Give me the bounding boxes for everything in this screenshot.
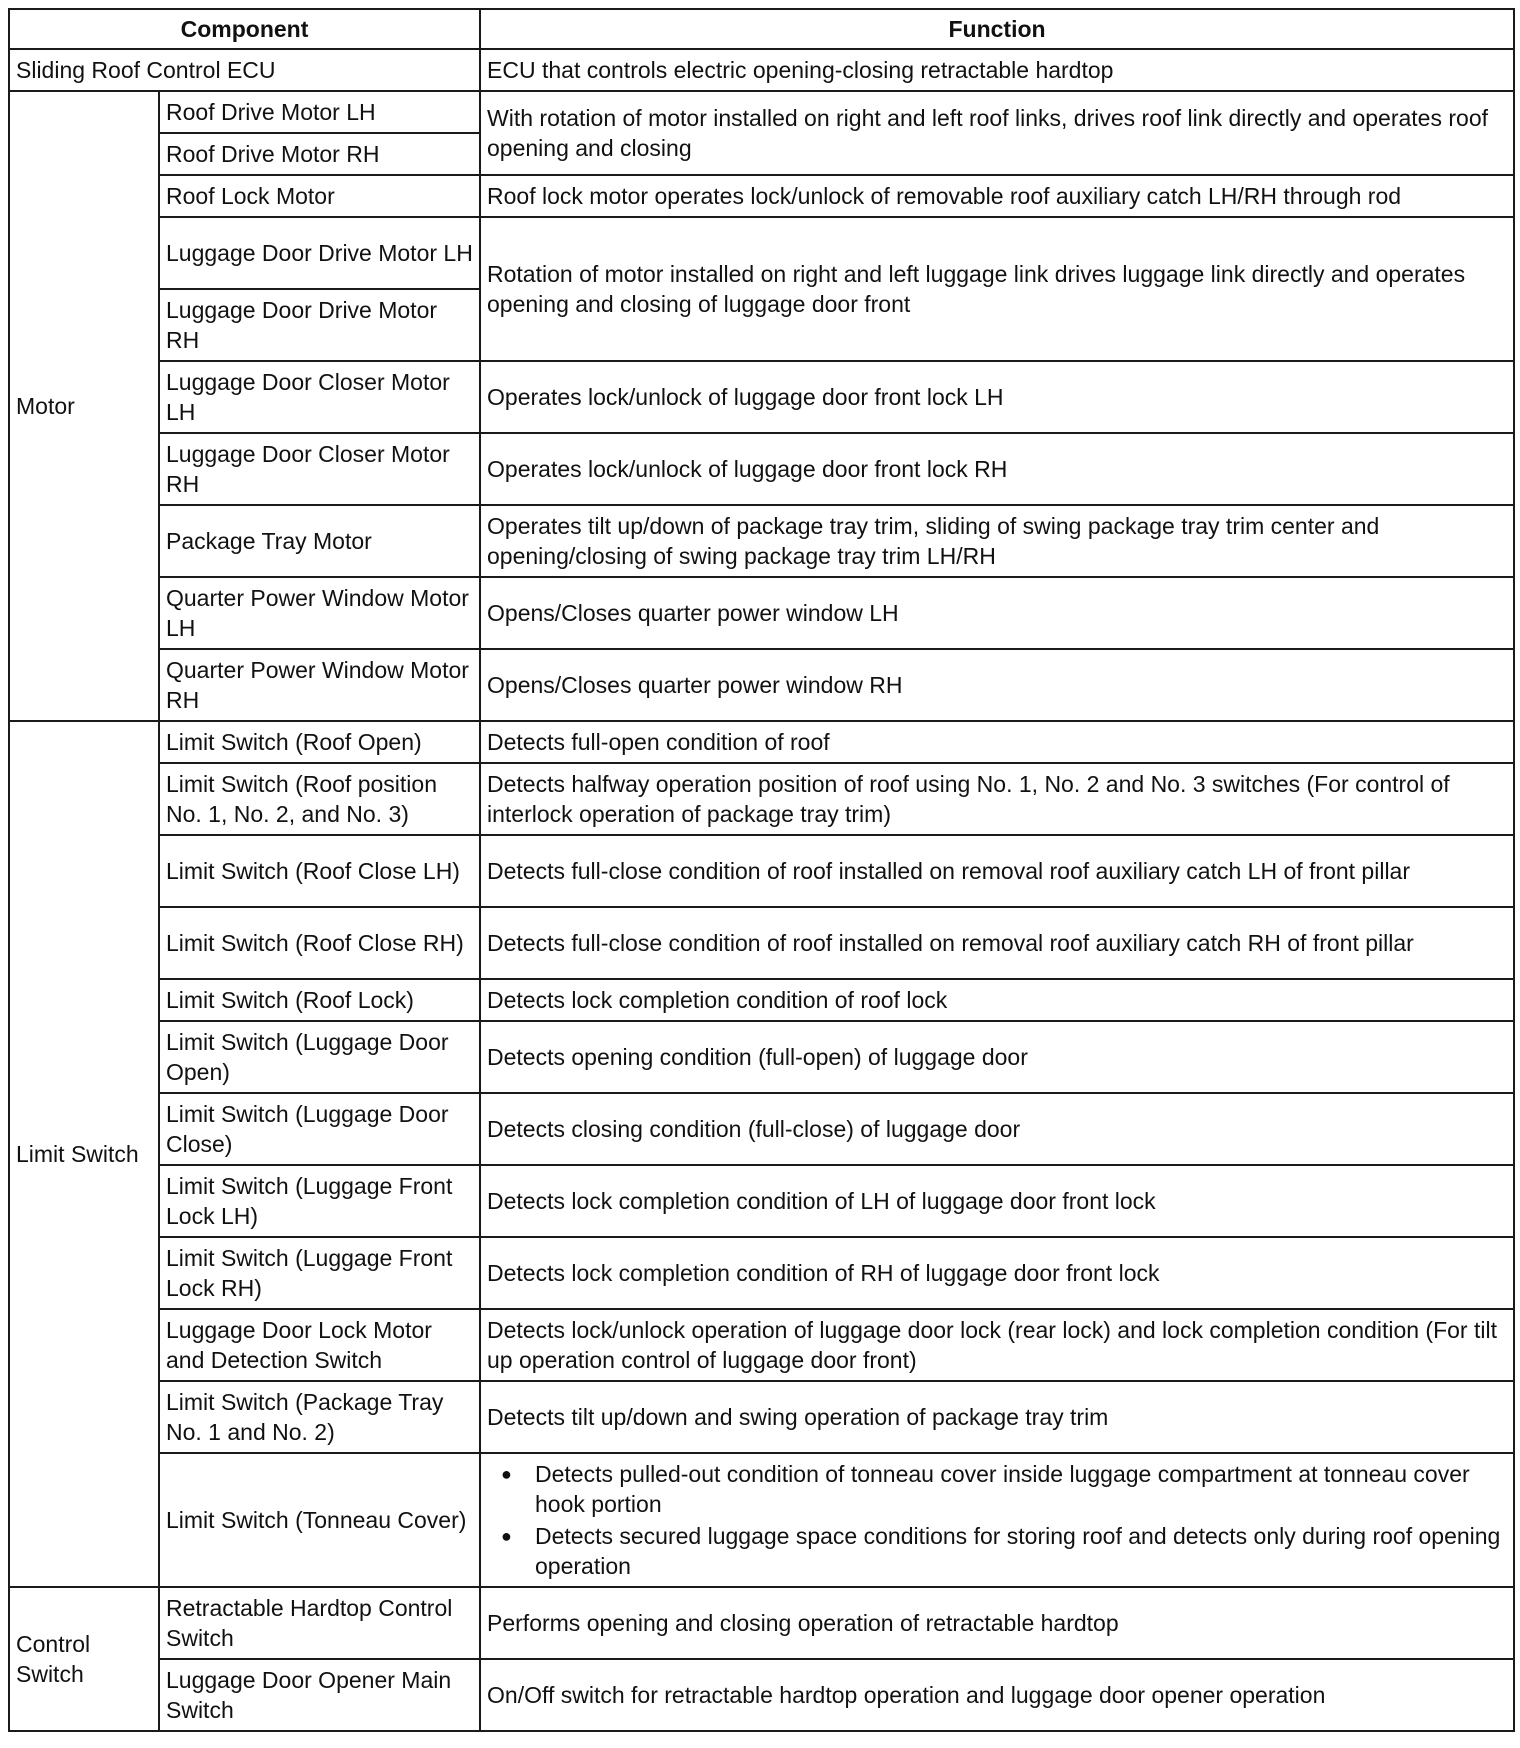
function-cell: Detects opening condition (full-open) of luggage door bbox=[480, 1021, 1514, 1093]
function-cell: Opens/Closes quarter power window LH bbox=[480, 577, 1514, 649]
component-cell: Limit Switch (Roof Open) bbox=[159, 721, 480, 763]
component-cell: Quarter Power Window Motor RH bbox=[159, 649, 480, 721]
function-cell: With rotation of motor installed on right and left roof links, drives roof link directly and operates roof opening and closing bbox=[480, 91, 1514, 175]
table-row bbox=[9, 835, 1514, 907]
component-cell: Luggage Door Lock Motor and Detection Switch bbox=[159, 1309, 480, 1381]
table-row bbox=[9, 1165, 1514, 1237]
function-cell: Roof lock motor operates lock/unlock of removable roof auxiliary catch LH/RH through rod bbox=[480, 175, 1514, 217]
function-cell: Detects full-close condition of roof installed on removal roof auxiliary catch LH of front pillar bbox=[480, 835, 1514, 907]
component-cell: Roof Lock Motor bbox=[159, 175, 480, 217]
bullet-item: ● Detects pulled-out condition of tonneau cover inside luggage compartment at tonneau cover hook portion bbox=[535, 1459, 1507, 1519]
component-cell: Package Tray Motor bbox=[159, 505, 480, 577]
component-cell: Roof Drive Motor LH bbox=[159, 91, 480, 133]
table-row bbox=[9, 1453, 1514, 1587]
table-row bbox=[9, 1093, 1514, 1165]
header-row bbox=[9, 9, 1514, 49]
function-cell: On/Off switch for retractable hardtop operation and luggage door opener operation bbox=[480, 1659, 1514, 1731]
header-component: Component bbox=[9, 9, 480, 49]
function-cell: Operates lock/unlock of luggage door front lock RH bbox=[480, 433, 1514, 505]
function-cell: Rotation of motor installed on right and left luggage link drives luggage link directly and operates opening and closing of luggage door front bbox=[480, 217, 1514, 361]
component-cell: Luggage Door Closer Motor RH bbox=[159, 433, 480, 505]
function-cell: Operates tilt up/down of package tray trim, sliding of swing package tray trim center and opening/closing of swing package tray trim LH/RH bbox=[480, 505, 1514, 577]
component-cell: Roof Drive Motor RH bbox=[159, 133, 480, 175]
table-row bbox=[9, 1237, 1514, 1309]
component-cell: Limit Switch (Package Tray No. 1 and No. 2) bbox=[159, 1381, 480, 1453]
function-cell: Operates lock/unlock of luggage door front lock LH bbox=[480, 361, 1514, 433]
function-cell: Detects closing condition (full-close) of luggage door bbox=[480, 1093, 1514, 1165]
group-motor: Motor bbox=[9, 91, 159, 721]
function-cell: Detects halfway operation position of roof using No. 1, No. 2 and No. 3 switches (For control of interlock operation of package tray trim) bbox=[480, 763, 1514, 835]
function-cell: Detects tilt up/down and swing operation of package tray trim bbox=[480, 1381, 1514, 1453]
component-cell: Sliding Roof Control ECU bbox=[9, 49, 480, 91]
function-cell: Detects lock completion condition of LH of luggage door front lock bbox=[480, 1165, 1514, 1237]
component-cell: Limit Switch (Tonneau Cover) bbox=[159, 1453, 480, 1587]
table-row bbox=[9, 361, 1514, 433]
component-cell: Limit Switch (Roof Close RH) bbox=[159, 907, 480, 979]
component-cell: Luggage Door Opener Main Switch bbox=[159, 1659, 480, 1731]
table-row bbox=[9, 505, 1514, 577]
component-cell: Limit Switch (Luggage Door Close) bbox=[159, 1093, 480, 1165]
table-row bbox=[9, 721, 1514, 763]
function-cell: Detects full-close condition of roof installed on removal roof auxiliary catch RH of front pillar bbox=[480, 907, 1514, 979]
header-function: Function bbox=[480, 9, 1514, 49]
bullet-item: ● Detects secured luggage space conditions for storing roof and detects only during roof opening operation bbox=[535, 1521, 1507, 1581]
table-row bbox=[9, 577, 1514, 649]
table-row bbox=[9, 1381, 1514, 1453]
component-cell: Quarter Power Window Motor LH bbox=[159, 577, 480, 649]
bullet-list bbox=[487, 1459, 1507, 1581]
component-cell: Limit Switch (Roof Lock) bbox=[159, 979, 480, 1021]
function-cell bbox=[480, 1453, 1514, 1587]
table-row bbox=[9, 217, 1514, 289]
function-cell: Opens/Closes quarter power window RH bbox=[480, 649, 1514, 721]
component-cell: Limit Switch (Luggage Front Lock RH) bbox=[159, 1237, 480, 1309]
function-cell: Detects full-open condition of roof bbox=[480, 721, 1514, 763]
component-cell: Luggage Door Drive Motor LH bbox=[159, 217, 480, 289]
table-row bbox=[9, 91, 1514, 133]
function-cell: Performs opening and closing operation of retractable hardtop bbox=[480, 1587, 1514, 1659]
group-control-switch: Control Switch bbox=[9, 1587, 159, 1731]
function-cell: Detects lock completion condition of roof lock bbox=[480, 979, 1514, 1021]
table-row bbox=[9, 763, 1514, 835]
group-limit-switch: Limit Switch bbox=[9, 721, 159, 1587]
function-cell: Detects lock completion condition of RH of luggage door front lock bbox=[480, 1237, 1514, 1309]
component-cell: Limit Switch (Luggage Front Lock LH) bbox=[159, 1165, 480, 1237]
table-row bbox=[9, 979, 1514, 1021]
component-cell: Limit Switch (Roof position No. 1, No. 2, and No. 3) bbox=[159, 763, 480, 835]
component-function-table bbox=[8, 8, 1515, 1732]
component-cell: Luggage Door Drive Motor RH bbox=[159, 289, 480, 361]
table-row bbox=[9, 1309, 1514, 1381]
component-cell: Limit Switch (Roof Close LH) bbox=[159, 835, 480, 907]
table-row bbox=[9, 1659, 1514, 1731]
function-cell: Detects lock/unlock operation of luggage door lock (rear lock) and lock completion condition (For tilt up operation control of luggage door front) bbox=[480, 1309, 1514, 1381]
component-cell: Limit Switch (Luggage Door Open) bbox=[159, 1021, 480, 1093]
table-row bbox=[9, 907, 1514, 979]
table-row bbox=[9, 649, 1514, 721]
table-row bbox=[9, 433, 1514, 505]
table-row bbox=[9, 1021, 1514, 1093]
table-row bbox=[9, 175, 1514, 217]
function-cell: ECU that controls electric opening-closing retractable hardtop bbox=[480, 49, 1514, 91]
component-cell: Luggage Door Closer Motor LH bbox=[159, 361, 480, 433]
table-row bbox=[9, 1587, 1514, 1659]
table-row bbox=[9, 49, 1514, 91]
component-cell: Retractable Hardtop Control Switch bbox=[159, 1587, 480, 1659]
